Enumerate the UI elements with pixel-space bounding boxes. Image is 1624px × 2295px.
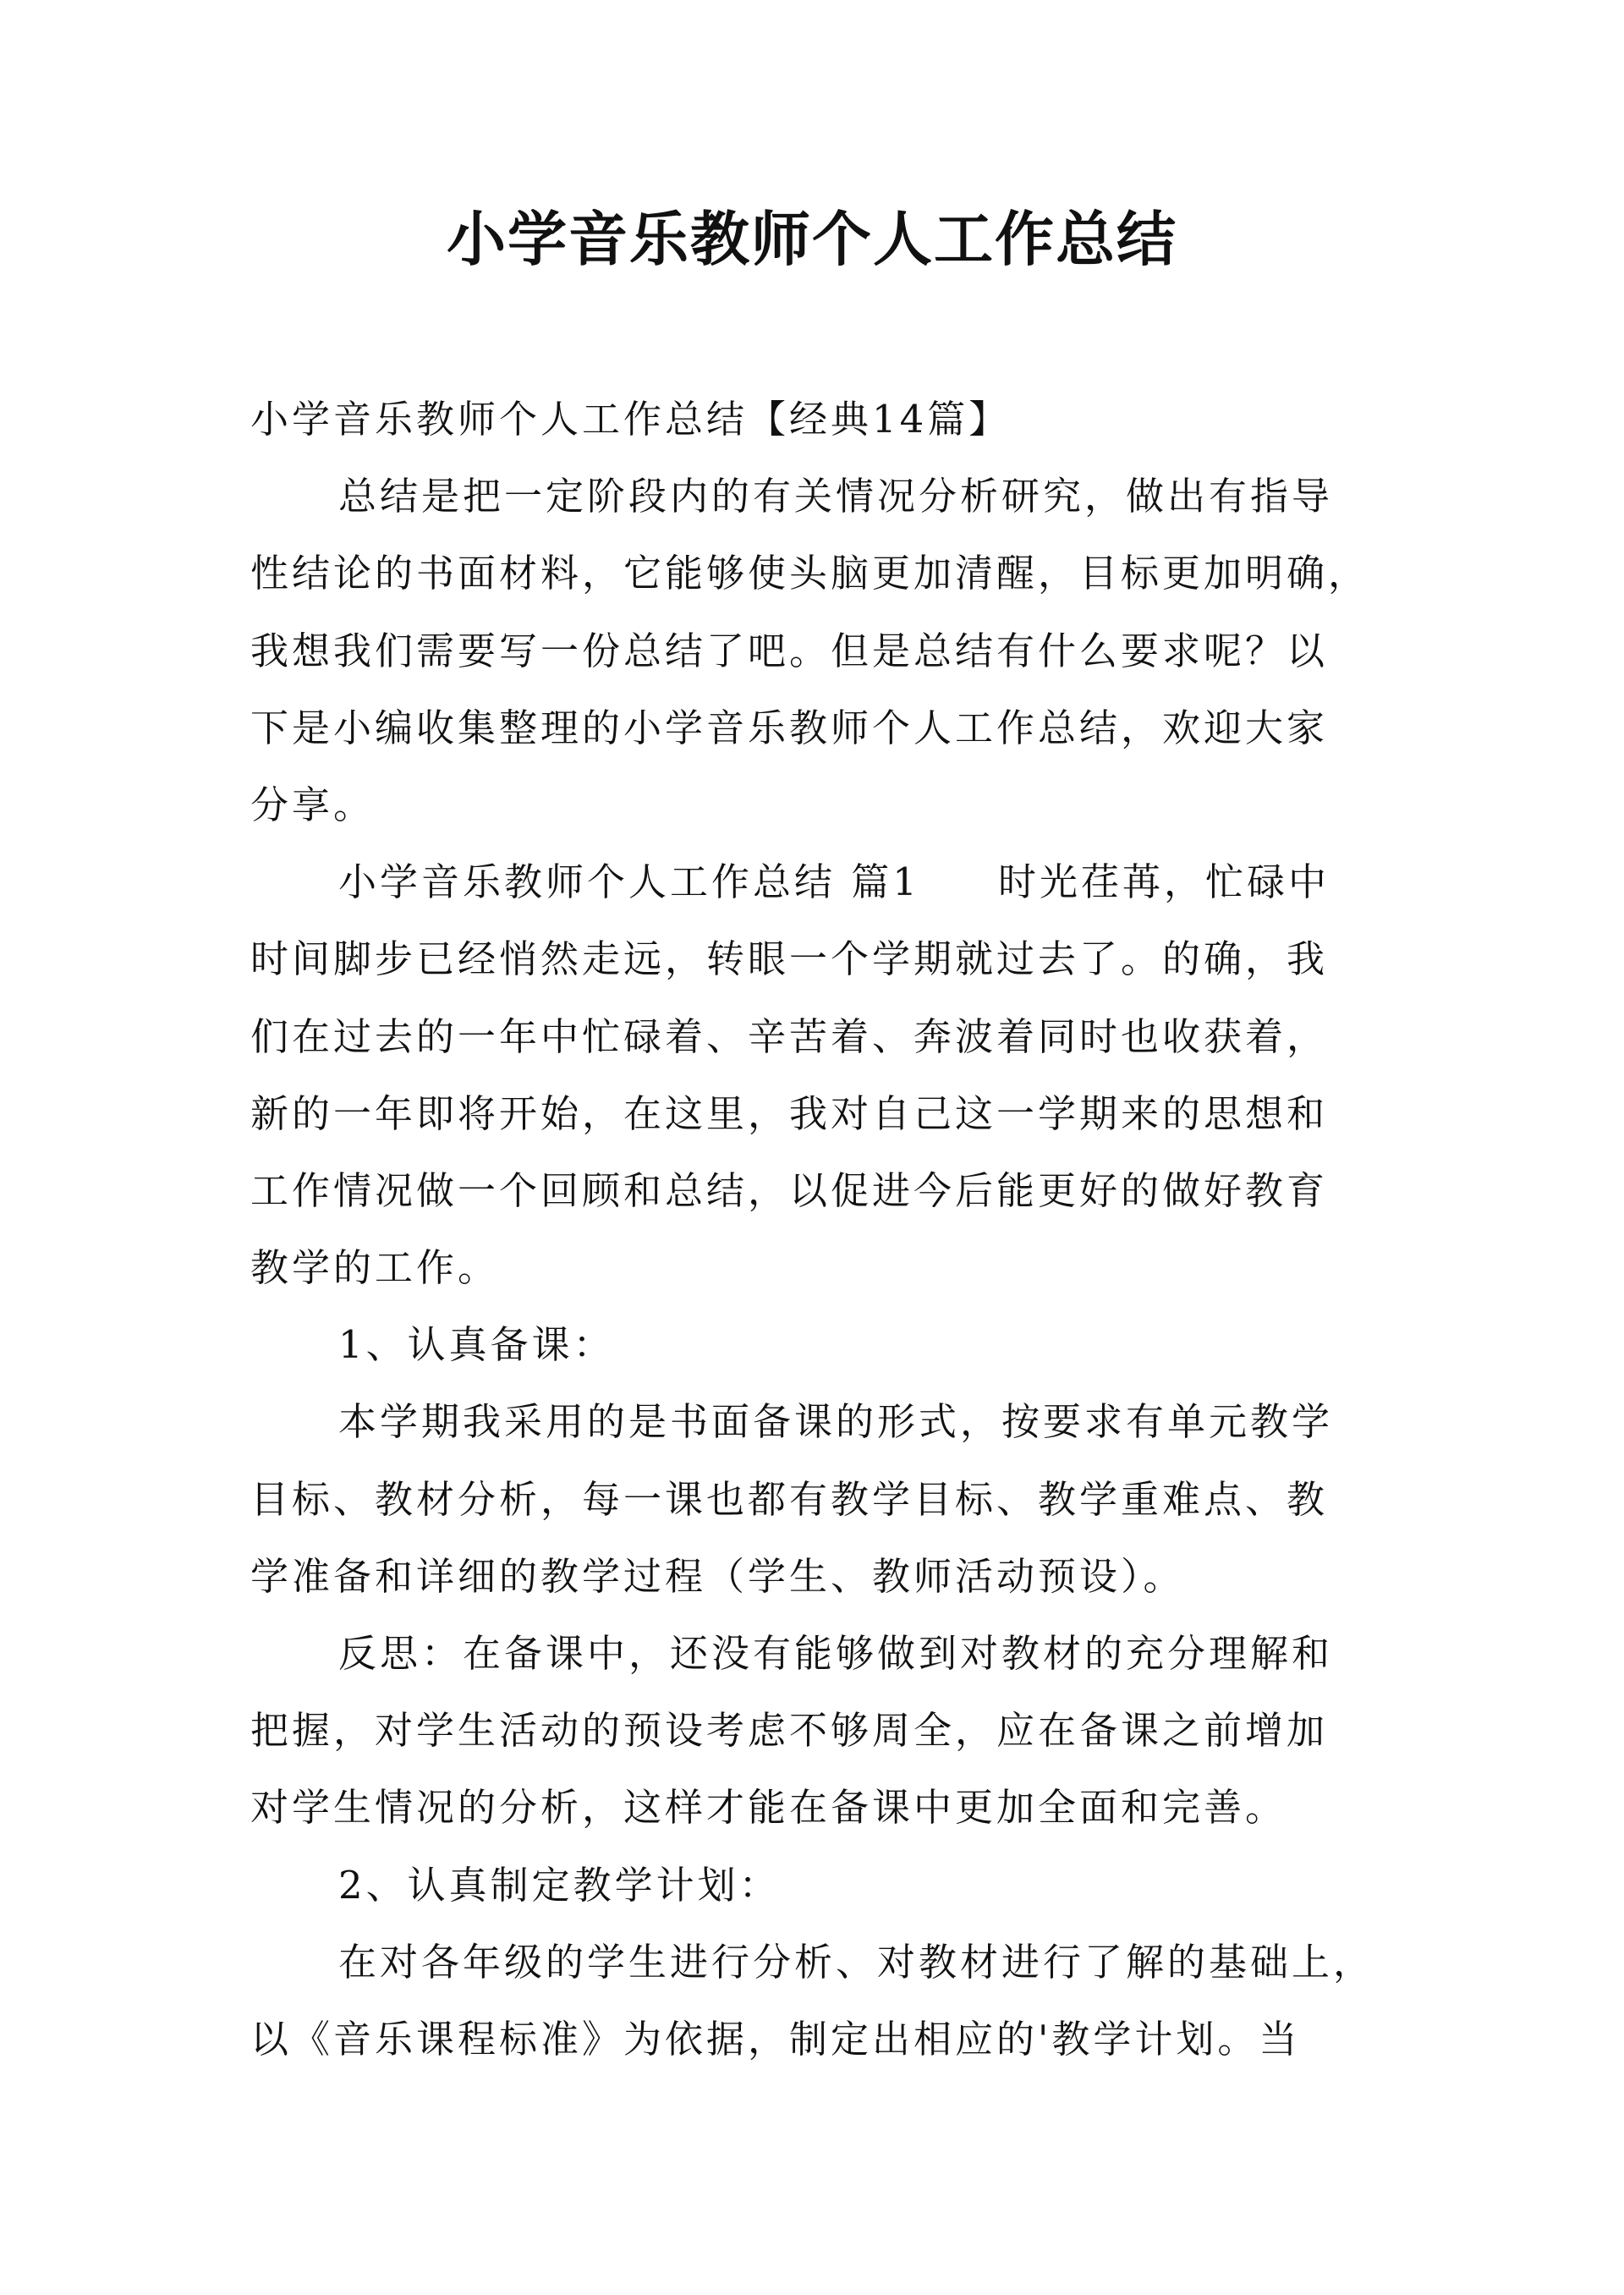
paragraph-line: 我想我们需要写一份总结了吧。但是总结有什么要求呢？以 [250, 628, 1329, 673]
paragraph-line: 时间脚步已经悄然走远，转眼一个学期就过去了。的确，我 [250, 936, 1329, 982]
document-title: 小学音乐教师个人工作总结 [447, 204, 1177, 274]
paragraph-line: 工作情况做一个回顾和总结，以促进今后能更好的做好教育 [250, 1167, 1329, 1213]
subtitle-line: 小学音乐教师个人工作总结【经典14篇】 [250, 397, 1011, 442]
paragraph-line: 教学的工作。 [250, 1245, 500, 1291]
paragraph-line: 反思：在备课中，还没有能够做到对教材的充分理解和 [338, 1631, 1334, 1676]
paragraph-line: 目标、教材分析，每一课也都有教学目标、教学重难点、教 [250, 1476, 1329, 1522]
numbered-heading: 1、认真备课： [338, 1322, 615, 1368]
numbered-heading: 2、认真制定教学计划： [338, 1862, 781, 1908]
paragraph-line: 在对各年级的学生进行分析、对教材进行了解的基础上， [338, 1939, 1375, 1985]
document-body [250, 381, 1384, 2078]
paragraph-text: 时光荏苒，忙碌中 [997, 859, 1330, 905]
section-heading: 小学音乐教师个人工作总结 篇1 [338, 859, 920, 905]
paragraph-line: 们在过去的一年中忙碌着、辛苦着、奔波着同时也收获着， [250, 1013, 1329, 1059]
paragraph-line: 新的一年即将开始，在这里，我对自己这一学期来的思想和 [250, 1090, 1329, 1136]
paragraph-line: 总结是把一定阶段内的有关情况分析研究，做出有指导 [338, 474, 1334, 519]
paragraph-line: 分享。 [250, 782, 376, 827]
paragraph-line: 学准备和详细的教学过程（学生、教师活动预设）。 [250, 1553, 1185, 1599]
paragraph-line: 性结论的书面材料，它能够使头脑更加清醒，目标更加明确， [250, 551, 1370, 596]
paragraph-line: 以《音乐课程标准》为依据，制定出相应的'教学计划。当 [250, 2016, 1301, 2062]
paragraph-line: 对学生情况的分析，这样才能在备课中更加全面和完善。 [250, 1785, 1287, 1831]
paragraph-line: 下是小编收集整理的小学音乐教师个人工作总结，欢迎大家 [250, 705, 1329, 750]
section-heading-line [250, 843, 1384, 920]
paragraph-line: 把握，对学生活动的预设考虑不够周全，应在备课之前增加 [250, 1708, 1329, 1754]
paragraph-line: 本学期我采用的是书面备课的形式，按要求有单元教学 [338, 1399, 1334, 1445]
